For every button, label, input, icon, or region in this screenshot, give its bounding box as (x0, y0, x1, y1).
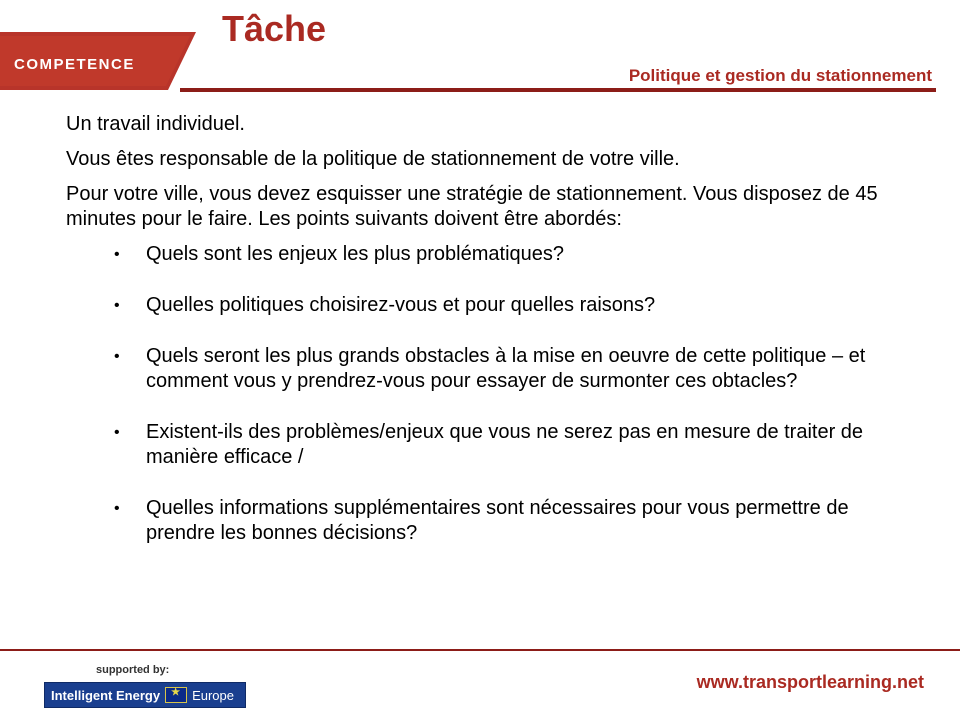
list-item (114, 496, 906, 546)
role-paragraph: Vous êtes responsable de la politique de stationnement de votre ville. (66, 148, 680, 170)
website-link[interactable]: www.transportlearning.net (696, 672, 924, 692)
list-item (114, 420, 906, 470)
footer-divider (0, 649, 960, 651)
intelligent-energy-logo (44, 682, 246, 708)
intro-paragraph: Un travail individuel. (66, 113, 245, 135)
supported-by-label: supported by: (96, 664, 170, 676)
bullet-icon: • (114, 424, 120, 441)
list-item-text: Quelles politiques choisirez-vous et pour quelles raisons? (146, 294, 656, 316)
list-item (114, 293, 906, 318)
bullet-icon: • (114, 246, 120, 263)
logo-text: COMPETENCE (14, 56, 135, 73)
list-item-text: Existent-ils des problèmes/enjeux que vous ne serez pas en mesure de traiter de manière efficace / (146, 421, 864, 468)
list-item (114, 242, 906, 267)
slide-content (66, 112, 926, 572)
slide-title: Tâche (222, 8, 327, 49)
list-item (114, 344, 906, 394)
header-divider (180, 88, 936, 92)
slide-subtitle: Politique et gestion du stationnement (628, 66, 932, 85)
sponsor-region: Europe (192, 687, 234, 703)
question-list (66, 242, 926, 546)
task-paragraph: Pour votre ville, vous devez esquisser une stratégie de stationnement. Vous disposez de 45 minutes pour le faire. Les points suivants doivent être abordés: (66, 183, 878, 230)
list-item-text: Quels sont les enjeux les plus problématiques? (146, 243, 565, 265)
bullet-icon: • (114, 348, 120, 365)
eu-flag-icon (165, 687, 187, 703)
list-item-text: Quelles informations supplémentaires sont nécessaires pour vous permettre de prendre les bonnes décisions? (146, 497, 849, 544)
bullet-icon: • (114, 297, 120, 314)
bullet-icon: • (114, 500, 120, 517)
sponsor-name: Intelligent Energy (51, 687, 161, 703)
list-item-text: Quels seront les plus grands obstacles à la mise en oeuvre de cette politique – et comment vous y prendrez-vous pour essayer de surmonter ces obtacles? (146, 345, 866, 392)
